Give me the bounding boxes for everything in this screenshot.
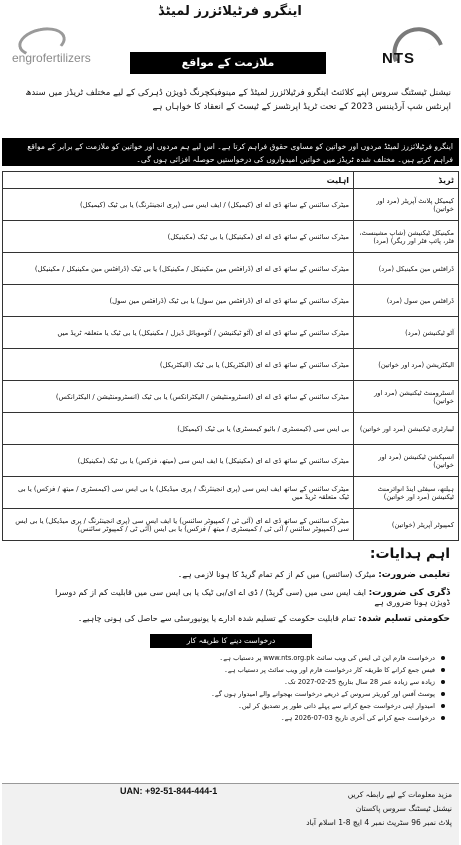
jobs-table-body bbox=[3, 189, 459, 541]
trade-cell: ہیلتھ، سیفٹی اینڈ انوائرمنٹ ٹیکنیشن (مرد اور خواتین) bbox=[354, 477, 459, 509]
footer-line: مزید معلومات کے لیے رابطہ کریں bbox=[347, 790, 452, 799]
table-row bbox=[3, 285, 459, 317]
table-row bbox=[3, 413, 459, 445]
qualification-cell: میٹرک سائنس کے ساتھ ڈی اے ای (ڈرافٹس مین سول) یا بی ٹیک (ڈرافٹس مین سول) bbox=[3, 285, 354, 317]
instructions-heading: اہم ہدایات: bbox=[369, 546, 450, 562]
footer-line: نیشنل ٹیسٹنگ سروس پاکستان bbox=[355, 804, 452, 813]
qualification-cell: میٹرک سائنس کے ساتھ ڈی اے ای (مکینیکل) یا بی ٹیک (مکینیکل) bbox=[3, 221, 354, 253]
qualification-cell: میٹرک سائنس کے ساتھ ڈی اے ای (آئی ٹی / کمپیوٹر سائنس) یا ایف ایس سی (پری انجینئرنگ / پری میڈیکل) یا بی ایس سی (کمپیوٹر سائنس / آئی ٹی / کمیسٹری / میتھ / فزکس) یا بی ایس (آئی ٹی / کمپیوٹر سائنس) bbox=[3, 509, 354, 541]
intro-paragraph: نیشنل ٹیسٹنگ سروس اپنے کلائنٹ اینگرو فرٹیلائزرز لمیٹڈ کے مینوفیکچرنگ ڈویژن ڈہرکی کے لیے مختلف ٹریڈز میں سندھ اپرنٹس شپ آرڈیننس 2023 کے تحت ٹریڈ اپرنٹسز کے ٹیسٹ کے انعقاد کا خواہاں ہے bbox=[25, 88, 451, 112]
instruction-label: حکومتی تسلیم شدہ: bbox=[358, 614, 450, 624]
col-qualification-header: اہلیت bbox=[3, 172, 354, 189]
table-row bbox=[3, 189, 459, 221]
trade-cell: مکینیکل ٹیکنیشن (شاپ مشینسٹ، فٹر، پائپ فٹر اور ریگر) (مرد) bbox=[354, 221, 459, 253]
instruction-text: تمام قابلیت حکومت کے تسلیم شدہ ادارے یا یونیورسٹی سے حاصل کی ہونی چاہیے۔ bbox=[77, 614, 356, 623]
apply-steps-list bbox=[120, 652, 445, 724]
list-item: درخواست فارم این ٹی ایس کی ویب سائٹ www.nts.org.pk پر دستیاب ہے۔ bbox=[120, 652, 445, 664]
table-row bbox=[3, 381, 459, 413]
table-row bbox=[3, 221, 459, 253]
list-item: درخواست جمع کرانے کی آخری تاریخ 03-07-2026 ہے۔ bbox=[120, 712, 445, 724]
list-item: پوسٹ آفس اور کوریئر سروس کے ذریعے درخواست بھجوانے والے امیدوار ہوں گے۔ bbox=[120, 688, 445, 700]
instruction-government bbox=[40, 614, 450, 624]
footer-line: پلاٹ نمبر 96 سٹریٹ نمبر 4 ایچ 8-1 اسلام آباد bbox=[306, 818, 452, 827]
table-header-row bbox=[3, 172, 459, 189]
company-title: اینگرو فرٹیلائزرز لمیٹڈ bbox=[158, 4, 302, 19]
qualification-cell: میٹرک سائنس کے ساتھ ایف ایس سی (پری انجینئرنگ / پری میڈیکل) یا بی ایس سی (کیمسٹری / میتھ / فزکس) یا بی ٹیک متعلقہ ٹریڈ میں bbox=[3, 477, 354, 509]
instruction-degree bbox=[40, 588, 450, 607]
trade-cell: انسٹرومنٹ ٹیکنیشن (مرد اور خواتین) bbox=[354, 381, 459, 413]
col-trade-header: ٹریڈ bbox=[354, 172, 459, 189]
instruction-label: تعلیمی ضرورت: bbox=[378, 570, 450, 580]
trade-cell: انسپکشن ٹیکنیشن (مرد اور خواتین) bbox=[354, 445, 459, 477]
list-item: زیادہ سے زیادہ عمر 28 سال بتاریخ 25-02-2027 تک۔ bbox=[120, 676, 445, 688]
qualification-cell: میٹرک سائنس کے ساتھ ڈی اے ای (الیکٹریکل) یا بی ٹیک (الیکٹریکل) bbox=[3, 349, 354, 381]
qualification-cell: میٹرک سائنس کے ساتھ ڈی اے ای (ڈرافٹس مین مکینیکل / مکینیکل) یا بی ٹیک (ڈرافٹس مین مکینیکل / مکینیکل) bbox=[3, 253, 354, 285]
equal-opportunity-note: اینگرو فرٹیلائزرز لمیٹڈ مردوں اور خواتین کو مساوی حقوق فراہم کرتا ہے۔ اس لیے ہم مردوں اور خواتین کو ملازمت کے برابر کے مواقع فراہم کرتے ہیں۔ مختلف شدہ ٹریڈز میں خواتین امیدواروں کی درخواستیں حوصلہ افزائی ہوں گی۔ bbox=[2, 138, 459, 166]
qualification-cell: میٹرک سائنس کے ساتھ ڈی اے ای (آٹو ٹیکنیشن / آٹوموبائل ڈیزل / مکینیکل) یا بی ٹیک یا متعلقہ ٹریڈ میں bbox=[3, 317, 354, 349]
trade-cell: کیمیکل پلانٹ آپریٹر (مرد اور خواتین) bbox=[354, 189, 459, 221]
table-row bbox=[3, 477, 459, 509]
jobs-banner: ملازمت کے مواقع bbox=[130, 52, 326, 74]
qualification-cell: میٹرک سائنس کے ساتھ ڈی اے ای (کیمیکل) / ایف ایس سی (پری انجینئرنگ) یا بی ٹیک (کیمیکل) bbox=[3, 189, 354, 221]
table-row bbox=[3, 445, 459, 477]
how-to-apply-banner: درخواست دینے کا طریقہ کار bbox=[150, 634, 312, 648]
trade-cell: آٹو ٹیکنیشن (مرد) bbox=[354, 317, 459, 349]
qualification-cell: میٹرک سائنس کے ساتھ ڈی اے ای (انسٹرومنٹیشن / الیکٹرانکس) یا بی ٹیک (انسٹرومنٹیشن / الیکٹرانکس) bbox=[3, 381, 354, 413]
uan-number: UAN: +92-51-844-444-1 bbox=[120, 786, 218, 796]
list-item: امیدوار اپنی درخواست جمع کرانے سے پہلے ذاتی طور پر تصدیق کر لیں۔ bbox=[120, 700, 445, 712]
instruction-text: میٹرک (سائنس) میں کم از کم تمام گریڈ کا ہونا لازمی ہے۔ bbox=[177, 570, 376, 579]
trade-cell: ڈرافٹس مین مکینیکل (مرد) bbox=[354, 253, 459, 285]
trade-cell: ڈرافٹس مین سول (مرد) bbox=[354, 285, 459, 317]
table-row bbox=[3, 317, 459, 349]
trade-cell: لیبارٹری ٹیکنیشن (مرد اور خواتین) bbox=[354, 413, 459, 445]
table-row bbox=[3, 509, 459, 541]
jobs-table bbox=[2, 171, 459, 541]
list-item: فیس جمع کرانے کا طریقہ کار درخواست فارم اور ویب سائٹ پر دستیاب ہے۔ bbox=[120, 664, 445, 676]
engro-logo-text: engrofertilizers bbox=[12, 51, 91, 65]
table-row bbox=[3, 349, 459, 381]
instruction-education bbox=[40, 570, 450, 580]
instruction-label: ڈگری کی ضرورت: bbox=[368, 588, 450, 598]
engro-logo bbox=[10, 28, 130, 74]
qualification-cell: میٹرک سائنس کے ساتھ ڈی اے ای (مکینیکل) یا ایف ایس سی (میتھ، فزکس) یا بی ٹیک (مکینیکل) bbox=[3, 445, 354, 477]
nts-logo-text: NTS bbox=[382, 50, 415, 67]
trade-cell: الیکٹریشن (مرد اور خواتین) bbox=[354, 349, 459, 381]
trade-cell: کمپیوٹر آپریٹر (خواتین) bbox=[354, 509, 459, 541]
footer bbox=[2, 783, 459, 845]
instruction-text: ایف ایس سی میں (سی گریڈ) / ڈی اے ای/بی ٹیک یا بی ایس سی میں قابلیت کم از کم دوسرا ڈویژن ہونا ضروری ہے bbox=[55, 588, 450, 607]
qualification-cell: بی ایس سی (کیمسٹری / بائیو کیمسٹری) یا بی ٹیک (کیمیکل) bbox=[3, 413, 354, 445]
table-row bbox=[3, 253, 459, 285]
nts-logo bbox=[376, 28, 456, 74]
